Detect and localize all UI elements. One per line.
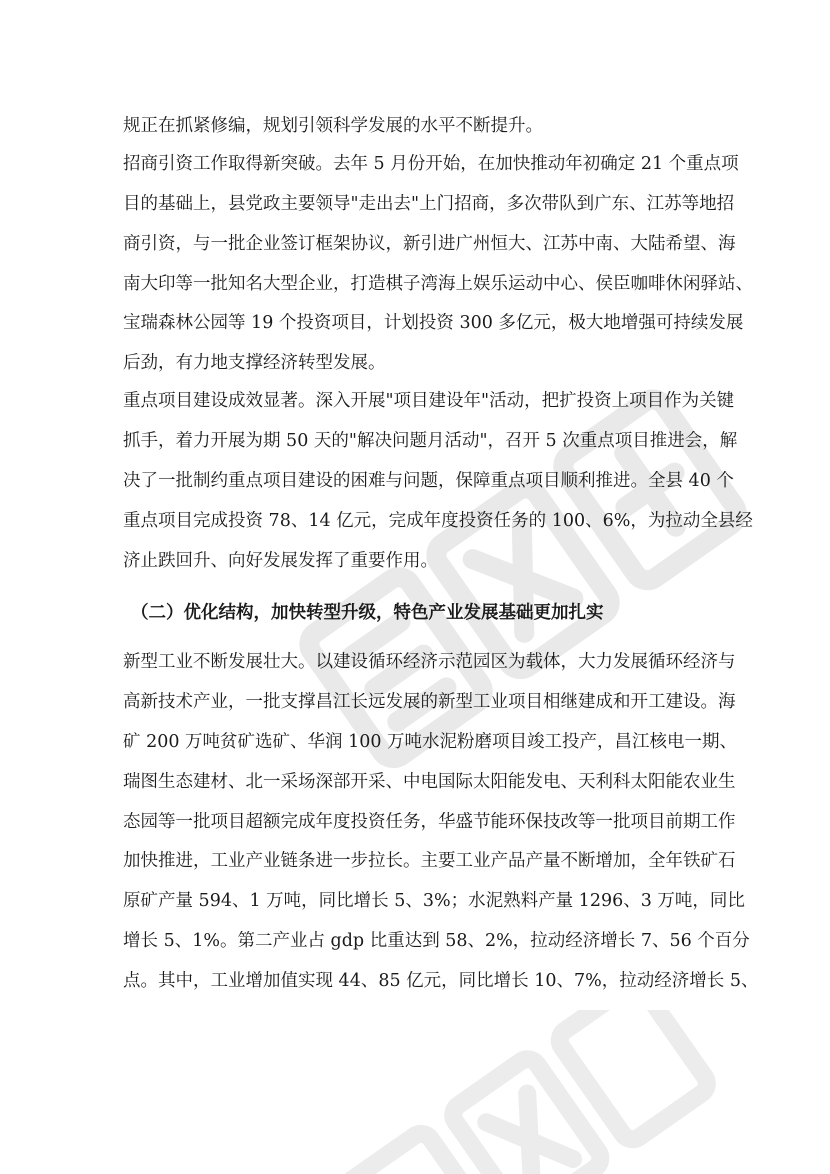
- text-line: 点。其中，工业增加值实现 44、85 亿元，同比增长 10、7%，拉动经济增长 5、: [123, 971, 759, 991]
- text-line: 规正在抓紧修编，规划引领科学发展的水平不断提升。: [123, 116, 543, 136]
- text-line: 高新技术产业，一批支撑昌江长远发展的新型工业项目相继建成和开工建设。海: [123, 692, 736, 712]
- text-line: 原矿产量 594、1 万吨，同比增长 5、3%；水泥熟料产量 1296、3 万吨，同比: [123, 891, 745, 911]
- text-line: 态园等一批项目超额完成年度投资任务，华盛节能环保技改等一批项目前期工作: [123, 812, 736, 832]
- text-line: 增长 5、1%。第二产业占 gdp 比重达到 58、2%，拉动经济增长 7、56 个百分: [123, 931, 750, 951]
- text-line: 重点项目完成投资 78、14 亿元，完成年度投资任务的 100、6%，为拉动全县经: [123, 511, 753, 531]
- text-line: 新型工业不断发展壮大。以建设循环经济示范园区为载体，大力发展循环经济与: [123, 652, 736, 672]
- text-line: 商引资，与一批企业签订框架协议，新引进广州恒大、江苏中南、大陆希望、海: [123, 234, 736, 254]
- text-line: 重点项目建设成效显著。深入开展"项目建设年"活动，把扩投资上项目作为关键: [123, 391, 735, 411]
- text-line: 矿 200 万吨贫矿选矿、华润 100 万吨水泥粉磨项目竣工投产，昌江核电一期、: [123, 732, 738, 752]
- text-line: 后劲，有力地支撑经济转型发展。: [123, 353, 386, 373]
- text-line: 决了一批制约重点项目建设的困难与问题，保障重点项目顺利推进。全县 40 个: [123, 471, 734, 491]
- text-line: 瑞图生态建材、北一采场深部开采、中电国际太阳能发电、天利科太阳能农业生: [123, 772, 736, 792]
- section-heading: （二）优化结构，加快转型升级，特色产业发展基础更加扎实: [131, 603, 604, 623]
- text-line: 济止跌回升、向好发展发挥了重要作用。: [123, 551, 438, 571]
- text-line: 抓手，着力开展为期 50 天的"解决问题月活动"，召开 5 次重点项目推进会，解: [123, 431, 738, 451]
- watermark-graphic-bottom: [300, 1010, 720, 1174]
- text-line: 南大印等一批知名大型企业，打造棋子湾海上娱乐运动中心、侯臣咖啡休闲驿站、: [123, 274, 753, 294]
- text-line: 目的基础上，县党政主要领导"走出去"上门招商，多次带队到广东、江苏等地招: [123, 194, 735, 214]
- text-line: 招商引资工作取得新突破。去年 5 月份开始，在加快推动年初确定 21 个重点项: [123, 154, 739, 174]
- text-line: 加快推进，工业产业链条进一步拉长。主要工业产品产量不断增加，全年铁矿石: [123, 851, 736, 871]
- text-line: 宝瑞森林公园等 19 个投资项目，计划投资 300 多亿元，极大地增强可持续发展: [123, 313, 744, 333]
